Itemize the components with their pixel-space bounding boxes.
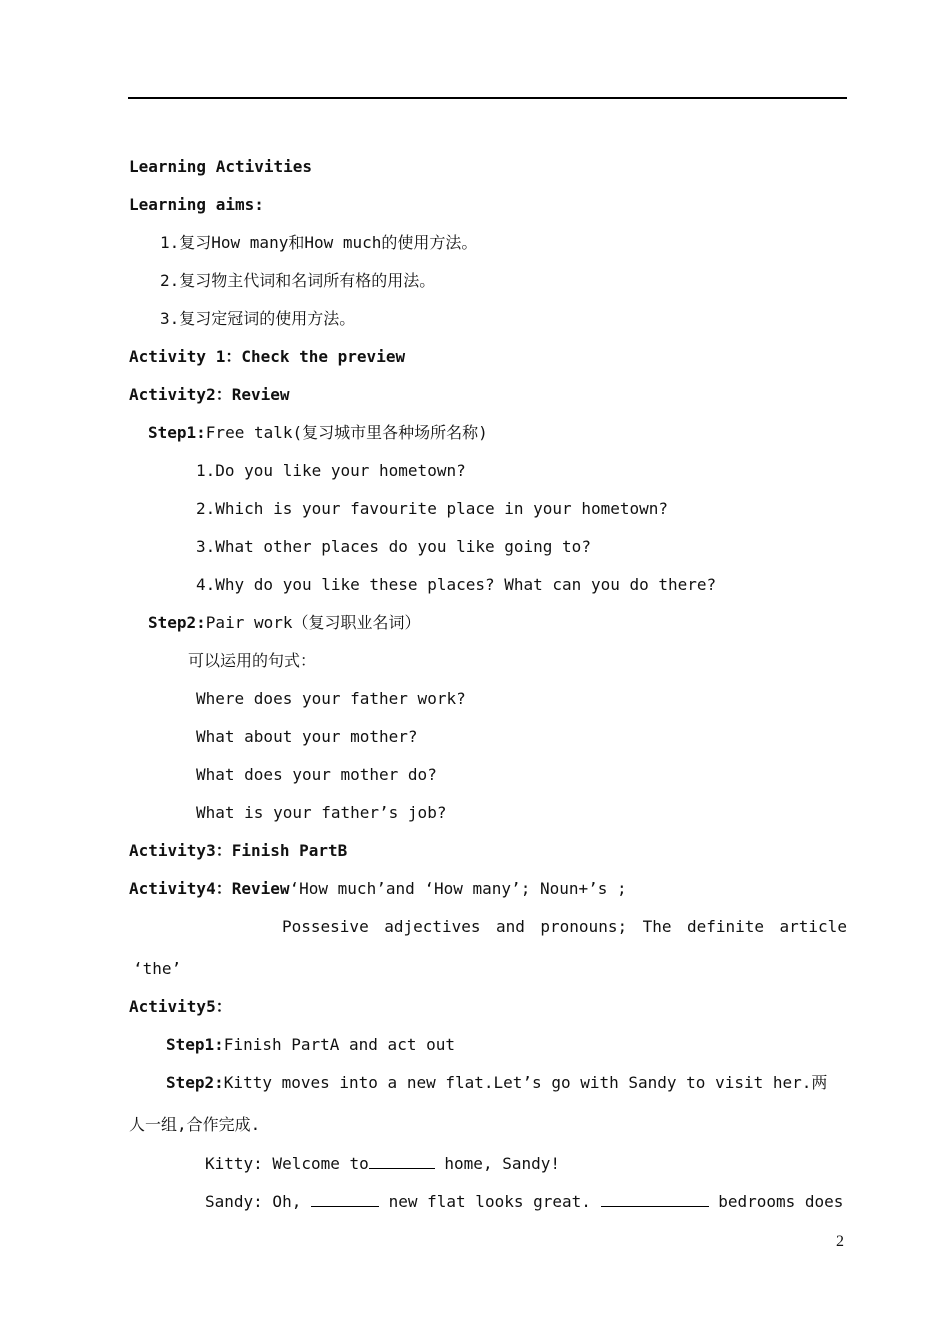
a5-step-2-cont: 人一组,合作完成.	[129, 1115, 261, 1134]
title: Learning Activities	[129, 157, 313, 176]
header-rule	[128, 97, 847, 99]
question-3: 3.What other places do you like going to?	[196, 537, 591, 556]
word: article	[779, 917, 847, 936]
dialog-1-part-a: Kitty: Welcome to	[205, 1154, 369, 1173]
activity-2: Activity2：Review	[129, 385, 290, 404]
a5-step-2-label: Step2:	[166, 1073, 224, 1092]
aim-3: 3.复习定冠词的使用方法。	[160, 309, 356, 328]
activity-4-end: ‘the’	[133, 959, 182, 978]
pattern-3: What does your mother do?	[196, 765, 437, 784]
question-4: 4.Why do you like these places? What can you do there?	[196, 575, 717, 594]
step-1-text: Free talk(复习城市里各种场所名称)	[205, 423, 488, 442]
blank-2[interactable]	[311, 1191, 379, 1207]
word: The	[642, 917, 672, 936]
question-2: 2.Which is your favourite place in your hometown?	[196, 499, 669, 518]
aims-heading: Learning aims:	[129, 195, 264, 214]
activity-1: Activity 1：Check the preview	[129, 347, 406, 366]
pattern-4: What is your father’s job?	[196, 803, 447, 822]
word: and	[496, 917, 525, 936]
step-2-label: Step2:	[148, 613, 206, 632]
page-number: 2	[836, 1233, 844, 1250]
dialog-2-part-c: bedrooms does	[718, 1192, 844, 1211]
aim-2: 2.复习物主代词和名词所有格的用法。	[160, 271, 436, 290]
activity-4-continuation	[282, 917, 847, 937]
step-1	[148, 423, 488, 443]
activity-3: Activity3：Finish PartB	[129, 841, 348, 860]
a5-step-1-text: Finish PartA and act out	[223, 1035, 455, 1054]
step-2-text: Pair work（复习职业名词）	[205, 613, 421, 632]
question-1: 1.Do you like your hometown?	[196, 461, 466, 480]
activity-4-label: Activity4：Review	[129, 879, 290, 898]
activity-5: Activity5：	[129, 997, 232, 1016]
step-1-label: Step1:	[148, 423, 206, 442]
a5-step-2-text: Kitty moves into a new flat.Let’s go with Sandy to visit her.两	[223, 1073, 828, 1092]
word: adjectives	[384, 917, 481, 936]
dialog-line-1	[205, 1153, 560, 1174]
blank-1[interactable]	[369, 1153, 435, 1169]
word: pronouns;	[540, 917, 628, 936]
word: Possesive	[282, 917, 369, 936]
dialog-2-part-b: new flat looks great.	[388, 1192, 591, 1211]
blank-3[interactable]	[601, 1191, 709, 1207]
word: definite	[686, 917, 765, 936]
activity-4-text: ‘How much’and ‘How many’; Noun+’s ;	[289, 879, 627, 898]
dialog-2-part-a: Sandy: Oh,	[205, 1192, 302, 1211]
a5-step-2	[166, 1073, 827, 1093]
a5-step-1-label: Step1:	[166, 1035, 224, 1054]
dialog-1-part-b: home, Sandy!	[444, 1154, 560, 1173]
step-2	[148, 613, 421, 633]
activity-4	[129, 879, 627, 899]
pattern-1: Where does your father work?	[196, 689, 466, 708]
pattern-2: What about your mother?	[196, 727, 418, 746]
a5-step-1	[166, 1035, 455, 1055]
dialog-line-2	[205, 1191, 843, 1212]
patterns-intro: 可以运用的句式：	[188, 651, 317, 670]
aim-1: 1.复习How many和How much的使用方法。	[160, 233, 478, 252]
